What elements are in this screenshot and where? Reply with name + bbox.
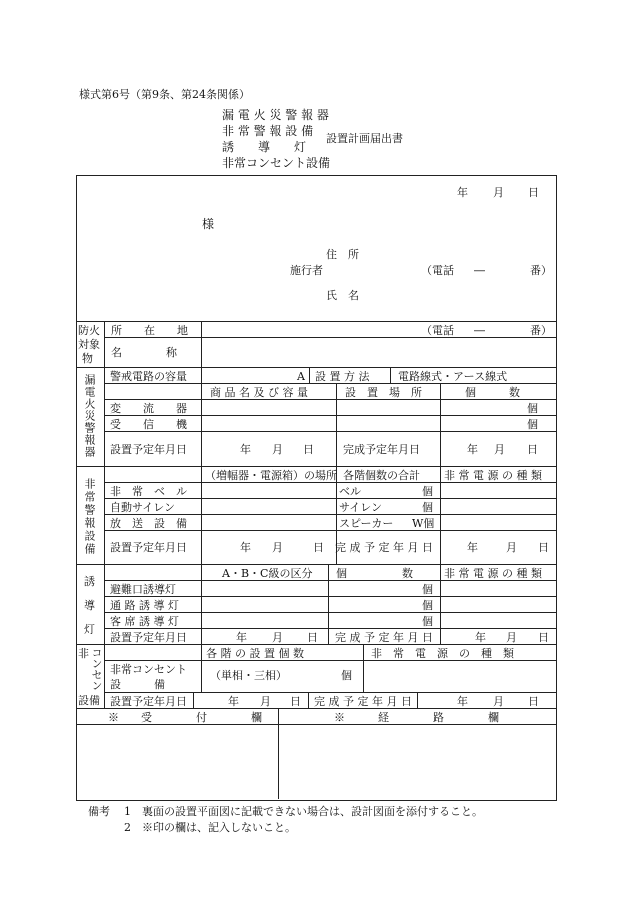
alarm-planned-day: 日 — [313, 541, 324, 554]
equipment-line-4: 非常コンセント設備 — [222, 156, 331, 170]
passage-light-unit: 個 — [422, 599, 433, 612]
leak-col-product: 商 品 名 及 び 容 量 — [210, 386, 308, 399]
honorific: 様 — [202, 217, 215, 231]
date-day: 日 — [528, 186, 539, 199]
rule-target-value — [201, 321, 202, 367]
alarm-bell-item: ベル — [339, 485, 361, 498]
note-1-text: 裏面の設置平面図に記載できない場合は、設計図面を添付すること。 — [142, 805, 483, 818]
alarm-siren-unit: 個 — [422, 501, 433, 514]
applicant-phone-open: （電話 — [421, 264, 454, 277]
outlet-planned-date-label: 設置予定年月日 — [110, 695, 187, 708]
guide-planned-day: 日 — [307, 631, 318, 644]
rule-reception-top — [76, 708, 556, 709]
process-label: ※ 経 路 欄 — [334, 711, 499, 724]
rule-target-top — [76, 321, 556, 322]
outlet-row-label-1: 非常コンセント — [110, 663, 187, 676]
rule-guide-c2 — [328, 564, 329, 644]
rule-leak-c2 — [336, 383, 337, 466]
rule-alarm-5 — [104, 530, 556, 531]
alarm-col-location: （増幅器・電源箱）の場所 — [205, 469, 337, 482]
date-month: 月 — [493, 186, 504, 199]
rule-alarm-4 — [104, 514, 556, 515]
current-transformer-unit: 個 — [527, 402, 538, 415]
name-label: 氏 名 — [326, 289, 359, 302]
applicant-phone-close: 番） — [530, 264, 552, 277]
install-method-label: 設 置 方 法 — [315, 370, 370, 383]
outlet-section-vertical: コンセン — [90, 647, 103, 691]
document-title: 設置計画届出書 — [326, 132, 403, 145]
guide-completion-day: 日 — [538, 631, 549, 644]
target-section-label-1: 防火 — [78, 324, 100, 337]
contractor-label: 施行者 — [290, 264, 323, 277]
alarm-siren-label: 自動サイレン — [110, 501, 175, 514]
rule-alarm-2 — [104, 482, 556, 483]
alarm-section-label: 非常警報設備 — [83, 478, 96, 556]
alarm-completion-year: 年 — [467, 541, 478, 554]
rule-leak-top — [76, 367, 556, 368]
rule-outlet-top — [76, 644, 556, 645]
rule-guide-4 — [104, 612, 556, 613]
rule-leak-c2a — [309, 367, 310, 383]
rule-guide-5 — [104, 628, 556, 629]
leak-planned-date-label: 設置予定年月日 — [110, 443, 187, 456]
leak-section-label: 漏電火災警報器 — [83, 374, 96, 458]
outlet-row-label-2: 設 備 — [110, 678, 165, 691]
rule-guide-c3 — [440, 564, 441, 644]
guide-col-class: A・B・C級の区分 — [222, 567, 313, 580]
rule-guide-3 — [104, 596, 556, 597]
rule-outlet-c1 — [201, 644, 202, 692]
ampere-unit: A — [297, 370, 305, 383]
alarm-col-power: 非 常 電 源 の 種 類 — [444, 469, 542, 482]
alarm-broadcast-label: 放 送 設 備 — [110, 517, 187, 530]
guide-completion-year: 年 — [475, 631, 486, 644]
rule-alarm-c3 — [440, 466, 441, 564]
leak-completion-date-label: 完成予定年月日 — [343, 443, 420, 456]
leak-completion-month: 月 — [494, 443, 505, 456]
target-phone-close: 番） — [530, 324, 552, 337]
notes-label: 備考 — [88, 805, 110, 818]
target-section-label-2: 対象 — [78, 338, 100, 351]
date-year: 年 — [457, 186, 468, 199]
rule-target-mid — [104, 337, 556, 338]
target-phone-dash: ― — [474, 324, 485, 337]
outlet-col-power: 非 常 電 源 の 種 類 — [371, 647, 514, 660]
outlet-section-char-1: 非 — [78, 647, 89, 660]
rule-leak-5 — [104, 431, 556, 432]
target-name-label: 名 称 — [111, 346, 177, 359]
address-label: 住 所 — [326, 248, 359, 261]
leak-col-location: 設 置 場 所 — [345, 386, 422, 399]
equipment-line-3: 誘 導 灯 — [222, 140, 307, 154]
rule-leak-c3a — [390, 367, 391, 383]
outlet-planned-year: 年 — [228, 695, 239, 708]
guide-col-power: 非 常 電 源 の 種 類 — [444, 567, 542, 580]
guide-section-char-2: 導 — [84, 599, 95, 612]
guide-planned-date-label: 設置予定年月日 — [110, 631, 187, 644]
rule-leak-2 — [104, 383, 556, 384]
target-phone-open: （電話 — [421, 324, 454, 337]
alarm-siren-item: サイレン — [339, 501, 382, 514]
outlet-planned-month: 月 — [260, 695, 271, 708]
location-label: 所 在 地 — [111, 324, 188, 337]
outlet-completion-year: 年 — [457, 695, 468, 708]
outlet-planned-day: 日 — [290, 695, 301, 708]
exit-light-unit: 個 — [422, 583, 433, 596]
guide-col-count: 個 数 — [336, 567, 413, 580]
alarm-completion-date-label: 完 成 予 定 年 月 日 — [335, 541, 433, 554]
note-2-num: 2 — [124, 821, 131, 834]
rule-alarm-top — [76, 466, 556, 467]
target-section-label-3: 物 — [82, 352, 93, 365]
leak-col-count: 個 数 — [465, 386, 520, 399]
passage-light-label: 通 路 誘 導 灯 — [110, 599, 179, 612]
alarm-completion-month: 月 — [506, 541, 517, 554]
exit-light-label: 避難口誘導灯 — [110, 583, 176, 596]
receiver-label: 受 信 機 — [110, 418, 187, 431]
receipt-label: ※ 受 付 欄 — [108, 711, 262, 724]
guide-completion-month: 月 — [506, 631, 517, 644]
alarm-planned-month: 月 — [272, 541, 283, 554]
seat-light-unit: 個 — [422, 615, 433, 628]
outlet-unit: 個 — [341, 669, 352, 682]
alarm-planned-year: 年 — [240, 541, 251, 554]
rule-alarm-c1 — [201, 466, 202, 564]
rule-leak-c1 — [201, 367, 202, 466]
rule-outlet-date-c1 — [193, 692, 194, 708]
leak-planned-month: 月 — [272, 443, 283, 456]
guide-planned-month: 月 — [272, 631, 283, 644]
current-transformer-label: 変 流 器 — [110, 402, 187, 415]
alarm-broadcast-unit: W個 — [412, 517, 435, 530]
equipment-line-1: 漏 電 火 災 警 報 器 — [222, 108, 329, 122]
alarm-completion-day: 日 — [538, 541, 549, 554]
leak-planned-year: 年 — [240, 443, 251, 456]
outlet-section-char-last: 設備 — [78, 694, 100, 707]
circuit-capacity-label: 警戒電路の容量 — [110, 370, 187, 383]
outlet-completion-date-label: 完 成 予 定 年 月 日 — [314, 695, 412, 708]
rule-leak-3 — [104, 399, 556, 400]
alarm-bell-unit: 個 — [422, 485, 433, 498]
rule-leak-4 — [104, 415, 556, 416]
leak-planned-day: 日 — [303, 443, 314, 456]
alarm-broadcast-item: スピーカー — [339, 517, 394, 530]
rule-label-column — [104, 321, 105, 708]
outlet-completion-month: 月 — [493, 695, 504, 708]
note-1-num: 1 — [124, 805, 131, 818]
outlet-col-count: 各 階 の 設 置 個 数 — [206, 647, 304, 660]
seat-light-label: 客 席 誘 導 灯 — [110, 615, 179, 628]
rule-outlet-3 — [104, 692, 556, 693]
rule-guide-2 — [104, 580, 556, 581]
guide-section-char-3: 灯 — [84, 623, 95, 636]
outlet-phase: （単相・三相） — [210, 669, 287, 682]
rule-outlet-c2 — [363, 644, 364, 692]
rule-alarm-3 — [104, 498, 556, 499]
outlet-completion-day: 日 — [528, 695, 539, 708]
rule-guide-top — [76, 564, 556, 565]
alarm-bell-label: 非 常 ベ ル — [110, 485, 187, 498]
rule-reception-mid — [76, 724, 556, 725]
note-2-text: ※印の欄は、記入しないこと。 — [142, 821, 296, 834]
form-number: 様式第6号（第9条、第24条関係） — [79, 88, 250, 101]
guide-planned-year: 年 — [236, 631, 247, 644]
guide-completion-date-label: 完 成 予 定 年 月 日 — [335, 631, 433, 644]
receiver-unit: 個 — [527, 418, 538, 431]
alarm-planned-date-label: 設置予定年月日 — [110, 541, 187, 554]
rule-reception-divider — [278, 708, 279, 799]
rule-leak-c3 — [440, 383, 441, 466]
equipment-line-2: 非 常 警 報 設 備 — [222, 124, 314, 138]
rule-outlet-date-c2 — [308, 692, 309, 708]
leak-completion-day: 日 — [527, 443, 538, 456]
alarm-col-total: 各階個数の合計 — [343, 469, 420, 482]
leak-completion-year: 年 — [467, 443, 478, 456]
rule-outlet-date-c3 — [417, 692, 418, 708]
applicant-phone-dash: ― — [474, 264, 485, 277]
rule-guide-c1 — [201, 564, 202, 644]
rule-outlet-2 — [104, 660, 556, 661]
guide-section-char-1: 誘 — [84, 575, 95, 588]
install-method-value: 電路線式・アース線式 — [398, 370, 508, 383]
